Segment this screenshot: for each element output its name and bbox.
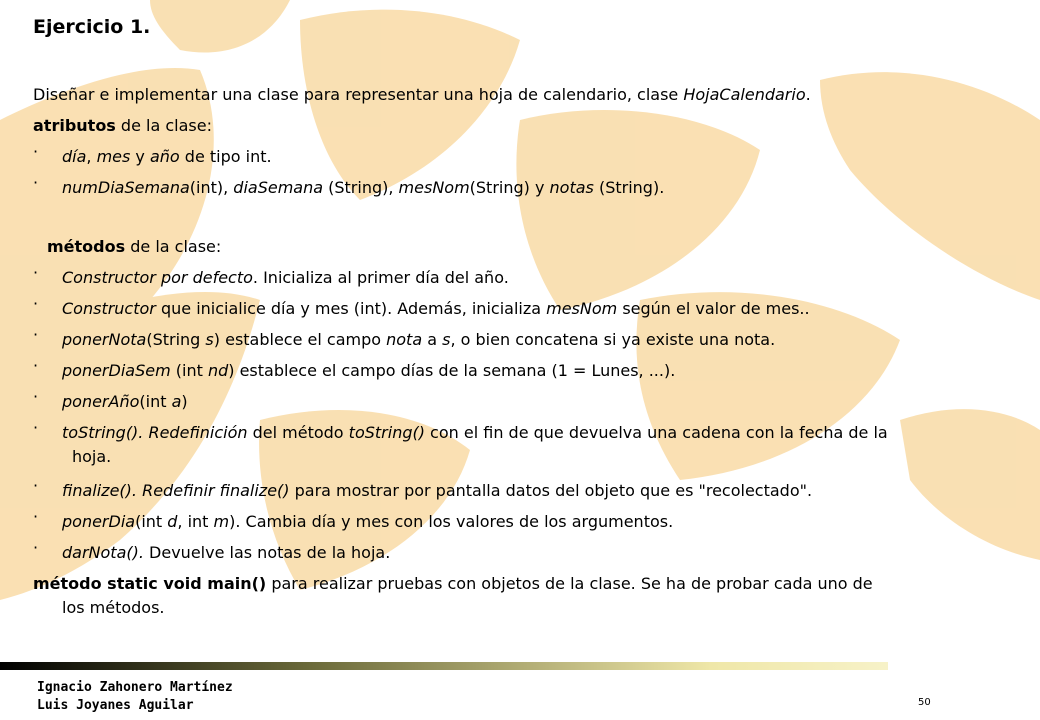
- attr-mes: mes: [96, 147, 131, 166]
- methods-heading-rest: de la clase:: [125, 237, 222, 256]
- method-constructor-default: Constructor por defecto: [62, 268, 253, 287]
- attr-sep: (String) y: [469, 178, 550, 197]
- footer-gradient-bar: [0, 662, 888, 670]
- bullet: ·: [33, 142, 39, 161]
- method-arg: a: [171, 392, 182, 411]
- attribute-item-1: [62, 146, 272, 168]
- bullet: ·: [33, 538, 39, 557]
- method-desc: ). Cambia día y mes con los valores de los argumentos.: [229, 512, 674, 531]
- attr-numdiasemana: numDiaSemana: [62, 178, 190, 197]
- method-ponerdia: ponerDia: [62, 512, 136, 531]
- attributes-heading-bold: atributos: [33, 116, 116, 135]
- attr-dia: día: [62, 147, 87, 166]
- attribute-item-2: [62, 177, 664, 199]
- method-item-2: [62, 298, 810, 320]
- intro-text: Diseñar e implementar una clase para representar una hoja de calendario, clase: [33, 85, 684, 104]
- main-method-bold: método static void main(): [33, 574, 267, 593]
- method-arg: d: [167, 512, 178, 531]
- method-constructor: Constructor: [62, 299, 156, 318]
- intro-suffix: .: [805, 85, 811, 104]
- bullet: ·: [33, 476, 39, 495]
- method-item-7: [62, 480, 812, 502]
- bullet: ·: [33, 325, 39, 344]
- method-tostring-ref: toString(): [348, 423, 425, 442]
- method-ponerano: ponerAño: [62, 392, 140, 411]
- bullet: ·: [33, 263, 39, 282]
- method-ponerdiasem: ponerDiaSem: [62, 361, 171, 380]
- method-item-6: [62, 422, 888, 444]
- method-arg: s: [205, 330, 214, 349]
- attr-notas: notas: [549, 178, 594, 197]
- intro-paragraph: [33, 84, 811, 106]
- bullet: ·: [33, 507, 39, 526]
- class-name: HojaCalendario: [683, 85, 806, 104]
- method-desc: ) establece el campo: [213, 330, 387, 349]
- main-method-rest: para realizar pruebas con objetos de la clase. Se ha de probar cada uno de: [266, 574, 873, 593]
- method-darnota: darNota().: [62, 543, 144, 562]
- method-finalize: finalize(). Redefinir finalize(): [62, 481, 290, 500]
- main-method-continuation: los métodos.: [62, 598, 165, 617]
- method-mesnom: mesNom: [546, 299, 618, 318]
- attr-sep: ,: [86, 147, 97, 166]
- method-arg: s: [442, 330, 451, 349]
- method-desc: . Inicializa al primer día del año.: [252, 268, 509, 287]
- method-item-4: [62, 360, 675, 382]
- method-tostring: toString(). Redefinición: [62, 423, 248, 442]
- bullet: ·: [33, 173, 39, 192]
- attr-sep: y: [130, 147, 150, 166]
- method-desc: ): [181, 392, 188, 411]
- bullet: ·: [33, 387, 39, 406]
- method-desc: a: [422, 330, 443, 349]
- attr-type: de tipo int.: [179, 147, 272, 166]
- method-desc: (int: [135, 512, 168, 531]
- method-ponernota: ponerNota: [62, 330, 147, 349]
- method-desc: que inicialice día y mes (int). Además, inicializa: [155, 299, 547, 318]
- method-item-1: [62, 267, 509, 289]
- method-desc: según el valor de mes..: [617, 299, 810, 318]
- attr-diasemana: diaSemana: [233, 178, 324, 197]
- attributes-heading-rest: de la clase:: [115, 116, 212, 135]
- bullet: ·: [33, 356, 39, 375]
- footer-author-2: Luis Joyanes Aguilar: [37, 698, 194, 713]
- method-desc: (String: [146, 330, 206, 349]
- method-field: nota: [386, 330, 423, 349]
- method-item-8: [62, 511, 673, 533]
- attr-type: (String).: [593, 178, 665, 197]
- method-item-9: [62, 542, 390, 564]
- method-desc: , o bien concatena si ya existe una nota.: [450, 330, 776, 349]
- method-desc: Devuelve las notas de la hoja.: [143, 543, 391, 562]
- slide-title: Ejercicio 1.: [33, 16, 151, 38]
- method-item-5: [62, 391, 188, 413]
- method-arg: m: [213, 512, 230, 531]
- attr-sep: (String),: [323, 178, 399, 197]
- methods-heading-bold: métodos: [47, 237, 126, 256]
- method-desc: para mostrar por pantalla datos del objeto que es "recolectado".: [289, 481, 813, 500]
- footer-author-1: Ignacio Zahonero Martínez: [37, 680, 233, 695]
- method-desc: (int: [170, 361, 208, 380]
- attributes-heading: [33, 115, 212, 137]
- attr-mesnom: mesNom: [398, 178, 470, 197]
- main-method-paragraph: [33, 573, 873, 595]
- page-number: 50: [918, 697, 931, 708]
- bullet: ·: [33, 294, 39, 313]
- method-desc: del método: [247, 423, 349, 442]
- attr-sep: (int),: [189, 178, 234, 197]
- methods-heading: [47, 236, 221, 258]
- method-item-6-continuation: hoja.: [72, 447, 112, 466]
- method-arg: nd: [207, 361, 229, 380]
- attr-ano: año: [149, 147, 180, 166]
- method-item-3: [62, 329, 775, 351]
- method-desc: , int: [177, 512, 214, 531]
- method-desc: con el fin de que devuelva una cadena con la fecha de la: [424, 423, 888, 442]
- method-desc: (int: [139, 392, 172, 411]
- bullet: ·: [33, 418, 39, 437]
- method-desc: ) establece el campo días de la semana (1 = Lunes, ...).: [228, 361, 676, 380]
